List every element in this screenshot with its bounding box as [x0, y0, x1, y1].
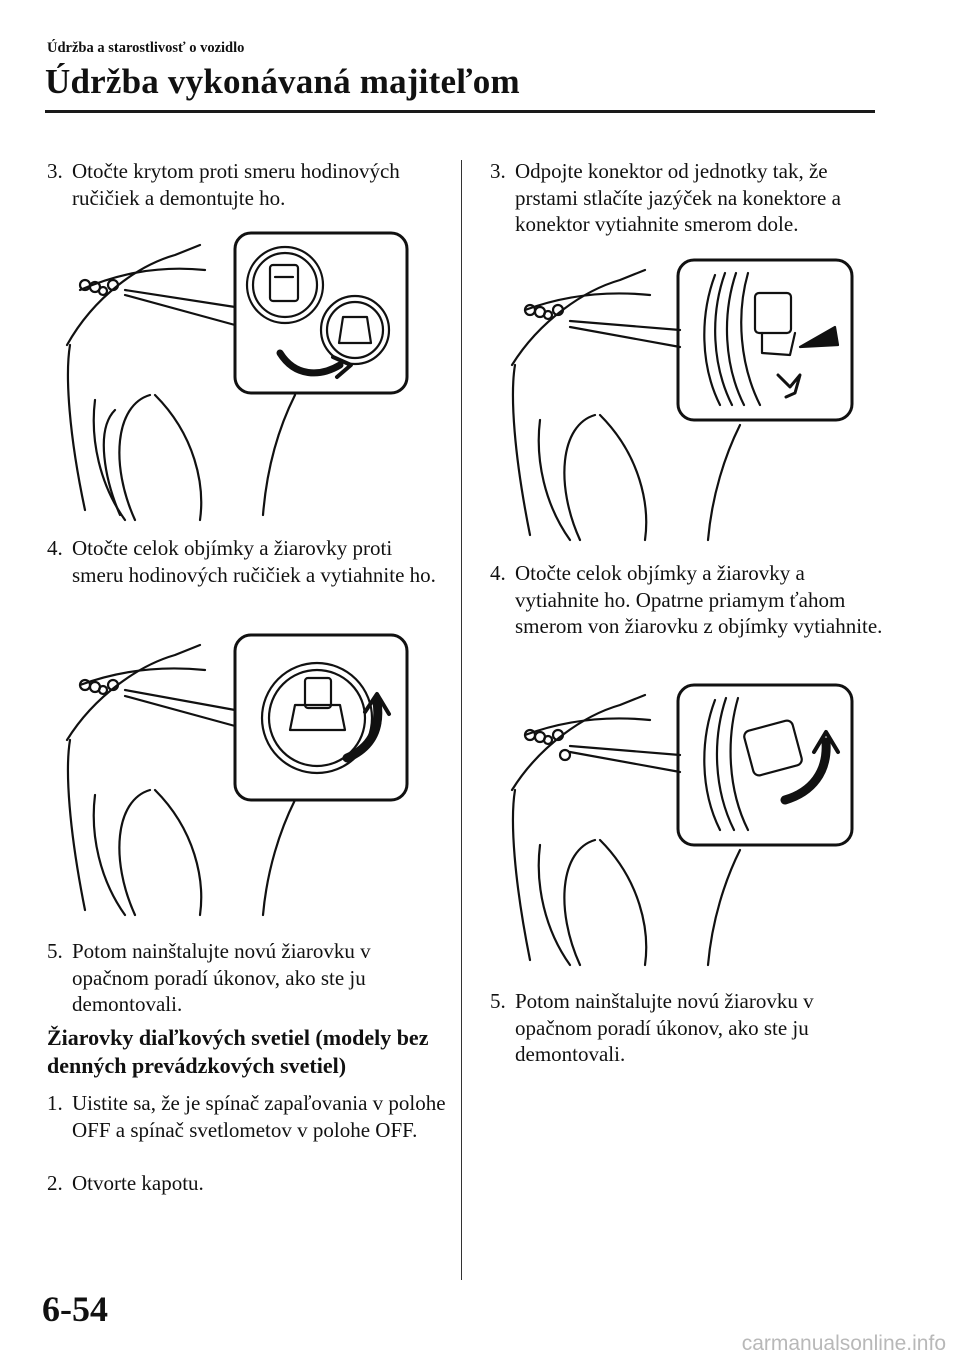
step-text: Uistite sa, že je spínač zapaľovania v polohe OFF a spínač svetlometov v polohe OFF. — [72, 1091, 446, 1142]
bulb-socket-rotate-illustration — [55, 630, 415, 920]
step-number: 4. — [490, 561, 506, 585]
step-text: Otočte krytom proti smeru hodinových ručičiek a demontujte ho. — [72, 159, 400, 210]
title-rule — [45, 110, 875, 113]
step-number: 2. — [47, 1171, 63, 1195]
right-step-5 — [490, 988, 890, 1068]
column-divider — [461, 160, 462, 1280]
step-text: Otočte celok objímky a žiarovky a vytiahnite ho. Opatrne priamym ťahom smerom von žiarovku z objímky vytiahnite. — [515, 561, 883, 638]
step-text: Otočte celok objímky a žiarovky proti smeru hodinových ručičiek a vytiahnite ho. — [72, 536, 436, 587]
step-text: Potom nainštalujte novú žiarovku v opačnom poradí úkonov, ako ste ju demontovali. — [72, 939, 371, 1016]
step-text: Potom nainštalujte novú žiarovku v opačnom poradí úkonov, ako ste ju demontovali. — [515, 989, 814, 1066]
right-step-4 — [490, 560, 890, 640]
left-step-4 — [47, 535, 447, 588]
step-number: 5. — [47, 939, 63, 963]
socket-removal-illustration — [500, 680, 860, 970]
step-number: 3. — [47, 159, 63, 183]
step-number: 3. — [490, 159, 506, 183]
page-title: Údržba vykonávaná majiteľom — [45, 62, 520, 101]
section-label: Údržba a starostlivosť o vozidlo — [47, 40, 245, 56]
watermark: carmanualsonline.info — [741, 1332, 946, 1355]
step-number: 5. — [490, 989, 506, 1013]
left-step-3 — [47, 158, 447, 211]
page-number: 6-54 — [42, 1289, 108, 1329]
left-step-1 — [47, 1090, 447, 1143]
step-text: Otvorte kapotu. — [72, 1171, 204, 1195]
right-step-3 — [490, 158, 890, 238]
step-number: 1. — [47, 1091, 63, 1115]
cover-removal-illustration — [55, 225, 415, 525]
connector-disconnect-illustration — [500, 255, 860, 545]
left-step-2 — [47, 1170, 447, 1197]
left-step-5 — [47, 938, 447, 1018]
step-number: 4. — [47, 536, 63, 560]
step-text: Odpojte konektor od jednotky tak, že prstami stlačíte jazýček na konektore a konektor vytiahnite smerom dole. — [515, 159, 841, 236]
section-heading: Žiarovky diaľkových svetiel (modely bez denných prevádzkových svetiel) — [47, 1025, 429, 1078]
